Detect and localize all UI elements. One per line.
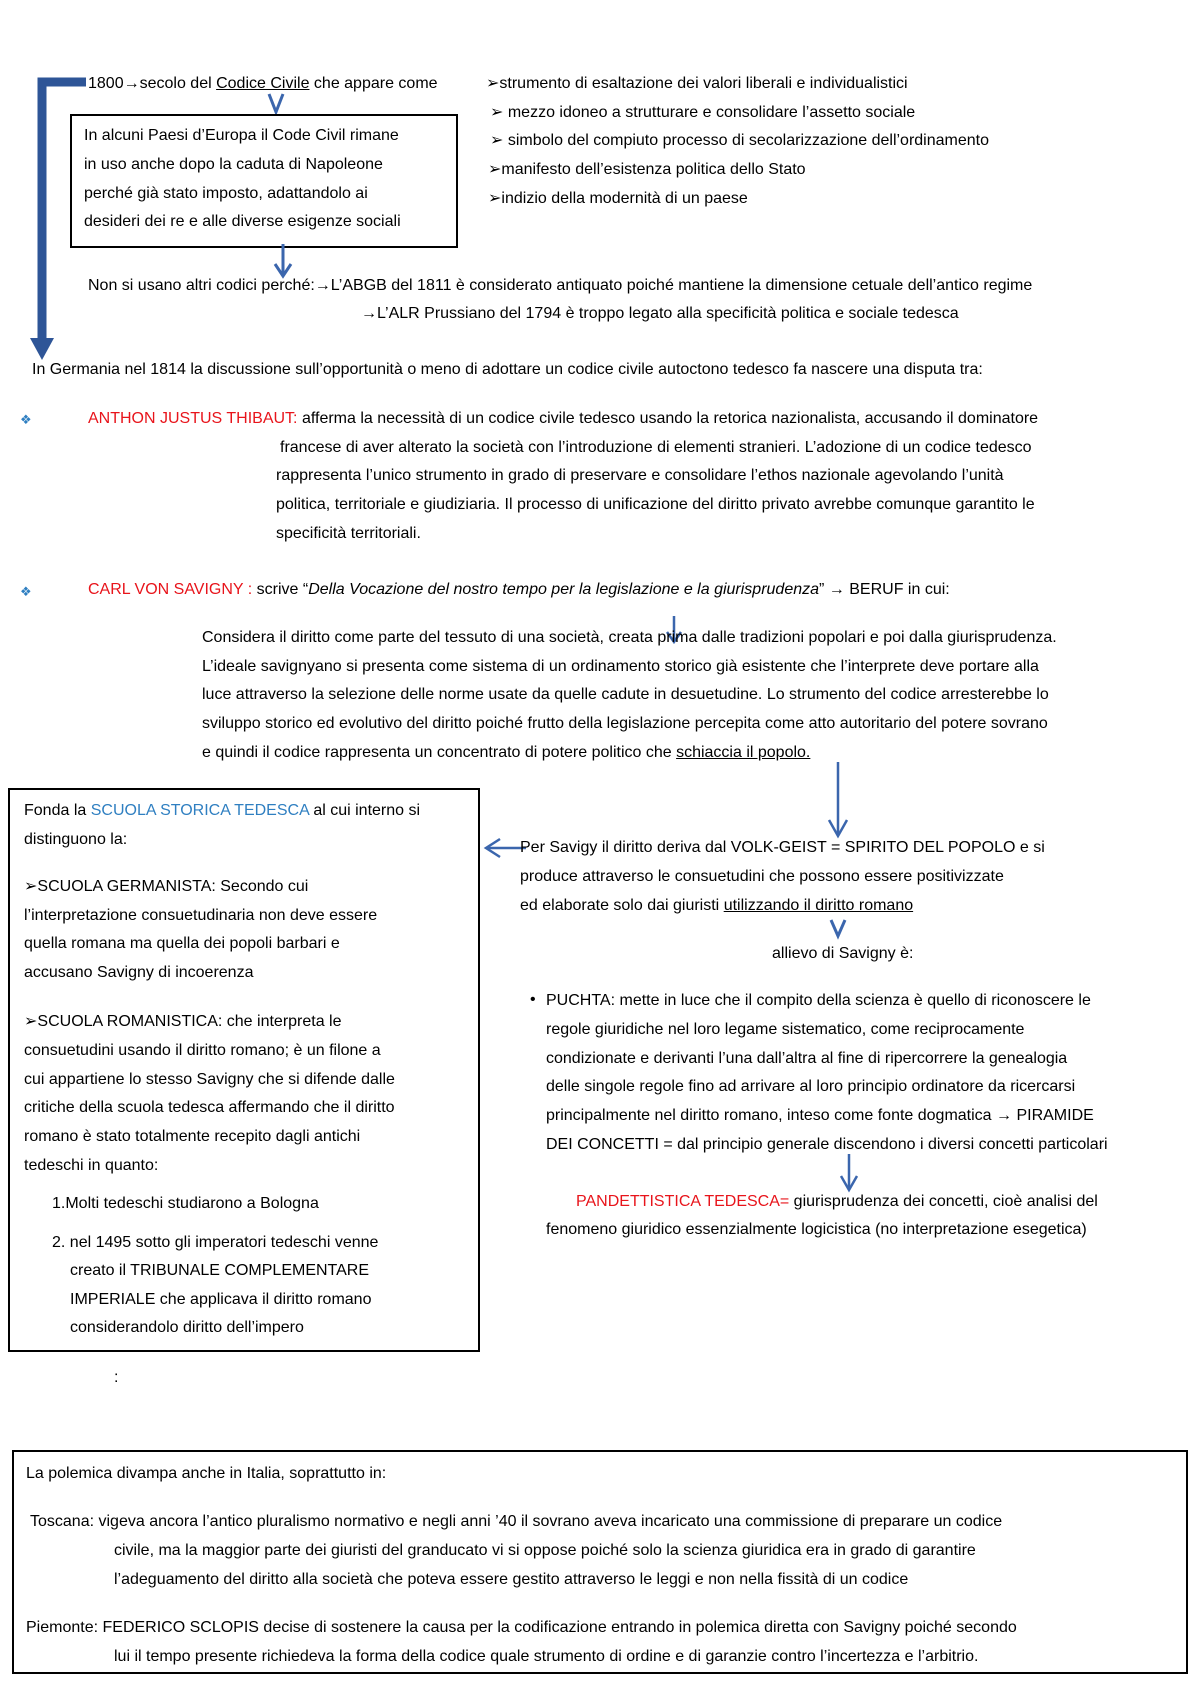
thibaut-line: politica, territoriale e giudiziaria. Il processo di unificazione del diritto privato avrebbe comunque garantito le xyxy=(276,496,1035,513)
piemonte-line: Piemonte: FEDERICO SCLOPIS decise di sostenere la causa per la codificazione entrando in polemica diretta con Savigny poiché secondo xyxy=(26,1619,1017,1636)
romanistica-line: cui appartiene lo stesso Savigny che si difende dalle xyxy=(24,1071,395,1088)
pandettistica-name: PANDETTISTICA TEDESCA= xyxy=(576,1193,790,1210)
list-item-line: considerandolo diritto dell’impero xyxy=(70,1319,304,1336)
thibaut-line: specificità territoriali. xyxy=(276,525,421,542)
toscana-label: Toscana: xyxy=(30,1513,95,1530)
pandettistica-line: PANDETTISTICA TEDESCA= giurisprudenza dei concetti, cioè analisi del xyxy=(576,1193,1098,1210)
header-line: 1800→secolo del Codice Civile che appare come xyxy=(88,75,438,92)
savigny-opera: Della Vocazione del nostro tempo per la legislazione e la giurisprudenza xyxy=(308,581,820,598)
germania-line: In Germania nel 1814 la discussione sull’opportunità o meno di adottare un codice civile autoctono tedesco fa nascere una disputa tra: xyxy=(32,361,983,378)
germanista-line: accusano Savigny di incoerenza xyxy=(24,964,254,981)
savigny-name: CARL VON SAVIGNY : xyxy=(88,581,253,598)
toscana-line: civile, ma la maggior parte dei giuristi del granducato vi si oppose poiché solo la scienza giuridica era in grado di garantire xyxy=(114,1542,976,1559)
piemonte-label: Piemonte: xyxy=(26,1619,99,1636)
list-item-line: creato il TRIBUNALE COMPLEMENTARE xyxy=(70,1262,370,1279)
header-bullet-4: ➢manifesto dell’esistenza politica dello Stato xyxy=(488,161,806,178)
down-arrow-icon xyxy=(826,762,850,840)
header-bullet-3: ➢ simbolo del compiuto processo di secolarizzazione dell’ordinamento xyxy=(490,132,989,149)
puchta-line: condizionate e derivanti l’una dall’altra al fine di ripercorrere la genealogia xyxy=(546,1050,1068,1067)
list-item-line: IMPERIALE che applicava il diritto romano xyxy=(70,1291,372,1308)
header-bullet-5: ➢indizio della modernità di un paese xyxy=(488,190,748,207)
header-bullet-1: ➢strumento di esaltazione dei valori liberali e individualistici xyxy=(486,75,908,92)
thibaut-line: rappresenta l’unico strumento in grado di preservare e consolidare l’ethos nazionale agevolando l’unità xyxy=(276,467,1004,484)
toscana-line: l’adeguamento del diritto alla società che poteva essere gestito attraverso le leggi e non nella fissità di un codice xyxy=(114,1571,909,1588)
romanistica-line: ➢SCUOLA ROMANISTICA: che interpreta le xyxy=(24,1013,342,1030)
down-arrow-icon xyxy=(828,918,848,940)
down-arrow-icon xyxy=(838,1154,860,1194)
pandettistica-line: fenomeno giuridico essenzialmente logicistica (no interpretazione esegetica) xyxy=(546,1221,1087,1238)
puchta-line: principalmente nel diritto romano, inteso come fonte dogmatica → PIRAMIDE xyxy=(546,1107,1094,1124)
thibaut-line: francese di aver alterato la società con l’introduzione di elementi stranieri. L’adozione di un codice tedesco xyxy=(280,439,1032,456)
box1-line: perché già stato imposto, adattandolo ai xyxy=(84,185,368,202)
down-arrow-icon xyxy=(272,244,294,280)
puchta-line: regole giuridiche nel loro legame sistematico, come reciprocamente xyxy=(546,1021,1025,1038)
savigny-text-line: luce attraverso la selezione delle norme usate da quelle cadute in desuetudine. Lo strumento del codice arresterebbe lo xyxy=(202,686,1049,703)
colon-mark: : xyxy=(114,1369,119,1386)
volk-line: Per Savigy il diritto deriva dal VOLK-GEIST = SPIRITO DEL POPOLO e si xyxy=(520,839,1045,856)
puchta-line: delle singole regole fino ad arrivare al loro principio ordinatore da ricercarsi xyxy=(546,1078,1076,1095)
toscana-line: Toscana: vigeva ancora l’antico pluralismo normativo e negli anni ’40 il sovrano aveva incaricato una commissione di preparare un codice xyxy=(30,1513,1003,1530)
puchta-line: PUCHTA: mette in luce che il compito della scienza è quello di riconoscere le xyxy=(546,992,1091,1009)
box1-line: desideri dei re e alle diverse esigenze sociali xyxy=(84,213,401,230)
bullet-dot-icon: • xyxy=(530,991,536,1008)
diamond-bullet-icon: ❖ xyxy=(20,412,32,427)
header-bullet-2: ➢ mezzo idoneo a strutturare e consolidare l’assetto sociale xyxy=(490,104,916,121)
scuola-storica-label: SCUOLA STORICA TEDESCA xyxy=(90,802,309,819)
savigny-line: CARL VON SAVIGNY : scrive “Della Vocazione del nostro tempo per la legislazione e la giurisprudenza” → BERUF in cui: xyxy=(88,581,950,598)
savigny-text-line: L’ideale savignyano si presenta come sistema di un ordinamento storico già esistente che l’interprete deve portare alla xyxy=(202,658,1039,675)
altri-codici-line: →L’ALR Prussiano del 1794 è troppo legato alla specificità politica e sociale tedesca xyxy=(361,305,959,322)
savigny-text-line: sviluppo storico ed evolutivo del diritto poiché frutto della legislazione percepita come atto autoritario del potere sovrano xyxy=(202,715,1048,732)
romanistica-line: consuetudini usando il diritto romano; è un filone a xyxy=(24,1042,381,1059)
savigny-text-line: e quindi il codice rappresenta un concentrato di potere politico che schiaccia il popolo. xyxy=(202,744,811,761)
romanistica-line: romano è stato totalmente recepito dagli antichi xyxy=(24,1128,361,1145)
volk-line: produce attraverso le consuetudini che possono essere positivizzate xyxy=(520,868,1004,885)
germanista-line: l’interpretazione consuetudinaria non deve essere xyxy=(24,907,378,924)
altri-codici-line: Non si usano altri codici perché:→L’ABGB del 1811 è considerato antiquato poiché mantiene la dimensione cetuale dell’antico regime xyxy=(88,277,1033,294)
box1-line: In alcuni Paesi d’Europa il Code Civil rimane xyxy=(84,127,399,144)
down-arrow-icon xyxy=(266,92,286,116)
volk-line: ed elaborate solo dai giuristi utilizzando il diritto romano xyxy=(520,897,914,914)
scuola-title: Fonda la SCUOLA STORICA TEDESCA al cui interno si xyxy=(24,802,421,819)
box1-line: in uso anche dopo la caduta di Napoleone xyxy=(84,156,383,173)
romanistica-line: critiche della scuola tedesca affermando che il diritto xyxy=(24,1099,395,1116)
scuola-line: distinguono la: xyxy=(24,831,128,848)
diamond-bullet-icon: ❖ xyxy=(20,584,32,599)
list-item: 1.Molti tedeschi studiarono a Bologna xyxy=(52,1195,319,1212)
puchta-line: DEI CONCETTI = dal principio generale discendono i diversi concetti particolari xyxy=(546,1136,1108,1153)
italia-intro: La polemica divampa anche in Italia, soprattutto in: xyxy=(26,1465,387,1482)
codice-civile-link: Codice Civile xyxy=(216,75,310,92)
thibaut-line: ANTHON JUSTUS THIBAUT: afferma la necessità di un codice civile tedesco usando la retorica nazionalista, accusando il dominatore xyxy=(88,410,1039,427)
list-item: 2. nel 1495 sotto gli imperatori tedeschi venne xyxy=(52,1234,379,1251)
germanista-line: ➢SCUOLA GERMANISTA: Secondo cui xyxy=(24,878,309,895)
savigny-text-line: Considera il diritto come parte del tessuto di una società, creata prima dalle tradizioni popolari e poi dalla giurisprudenza. xyxy=(202,629,1057,646)
allievo-line: allievo di Savigny è: xyxy=(772,945,914,962)
piemonte-line: lui il tempo presente richiedeva la forma della codice quale strumento di ordine e di garanzie contro l’incertezza e l’arbitrio. xyxy=(114,1648,979,1665)
germanista-line: quella romana ma quella dei popoli barbari e xyxy=(24,935,340,952)
thibaut-name: ANTHON JUSTUS THIBAUT: xyxy=(88,410,298,427)
romanistica-line: tedeschi in quanto: xyxy=(24,1157,159,1174)
